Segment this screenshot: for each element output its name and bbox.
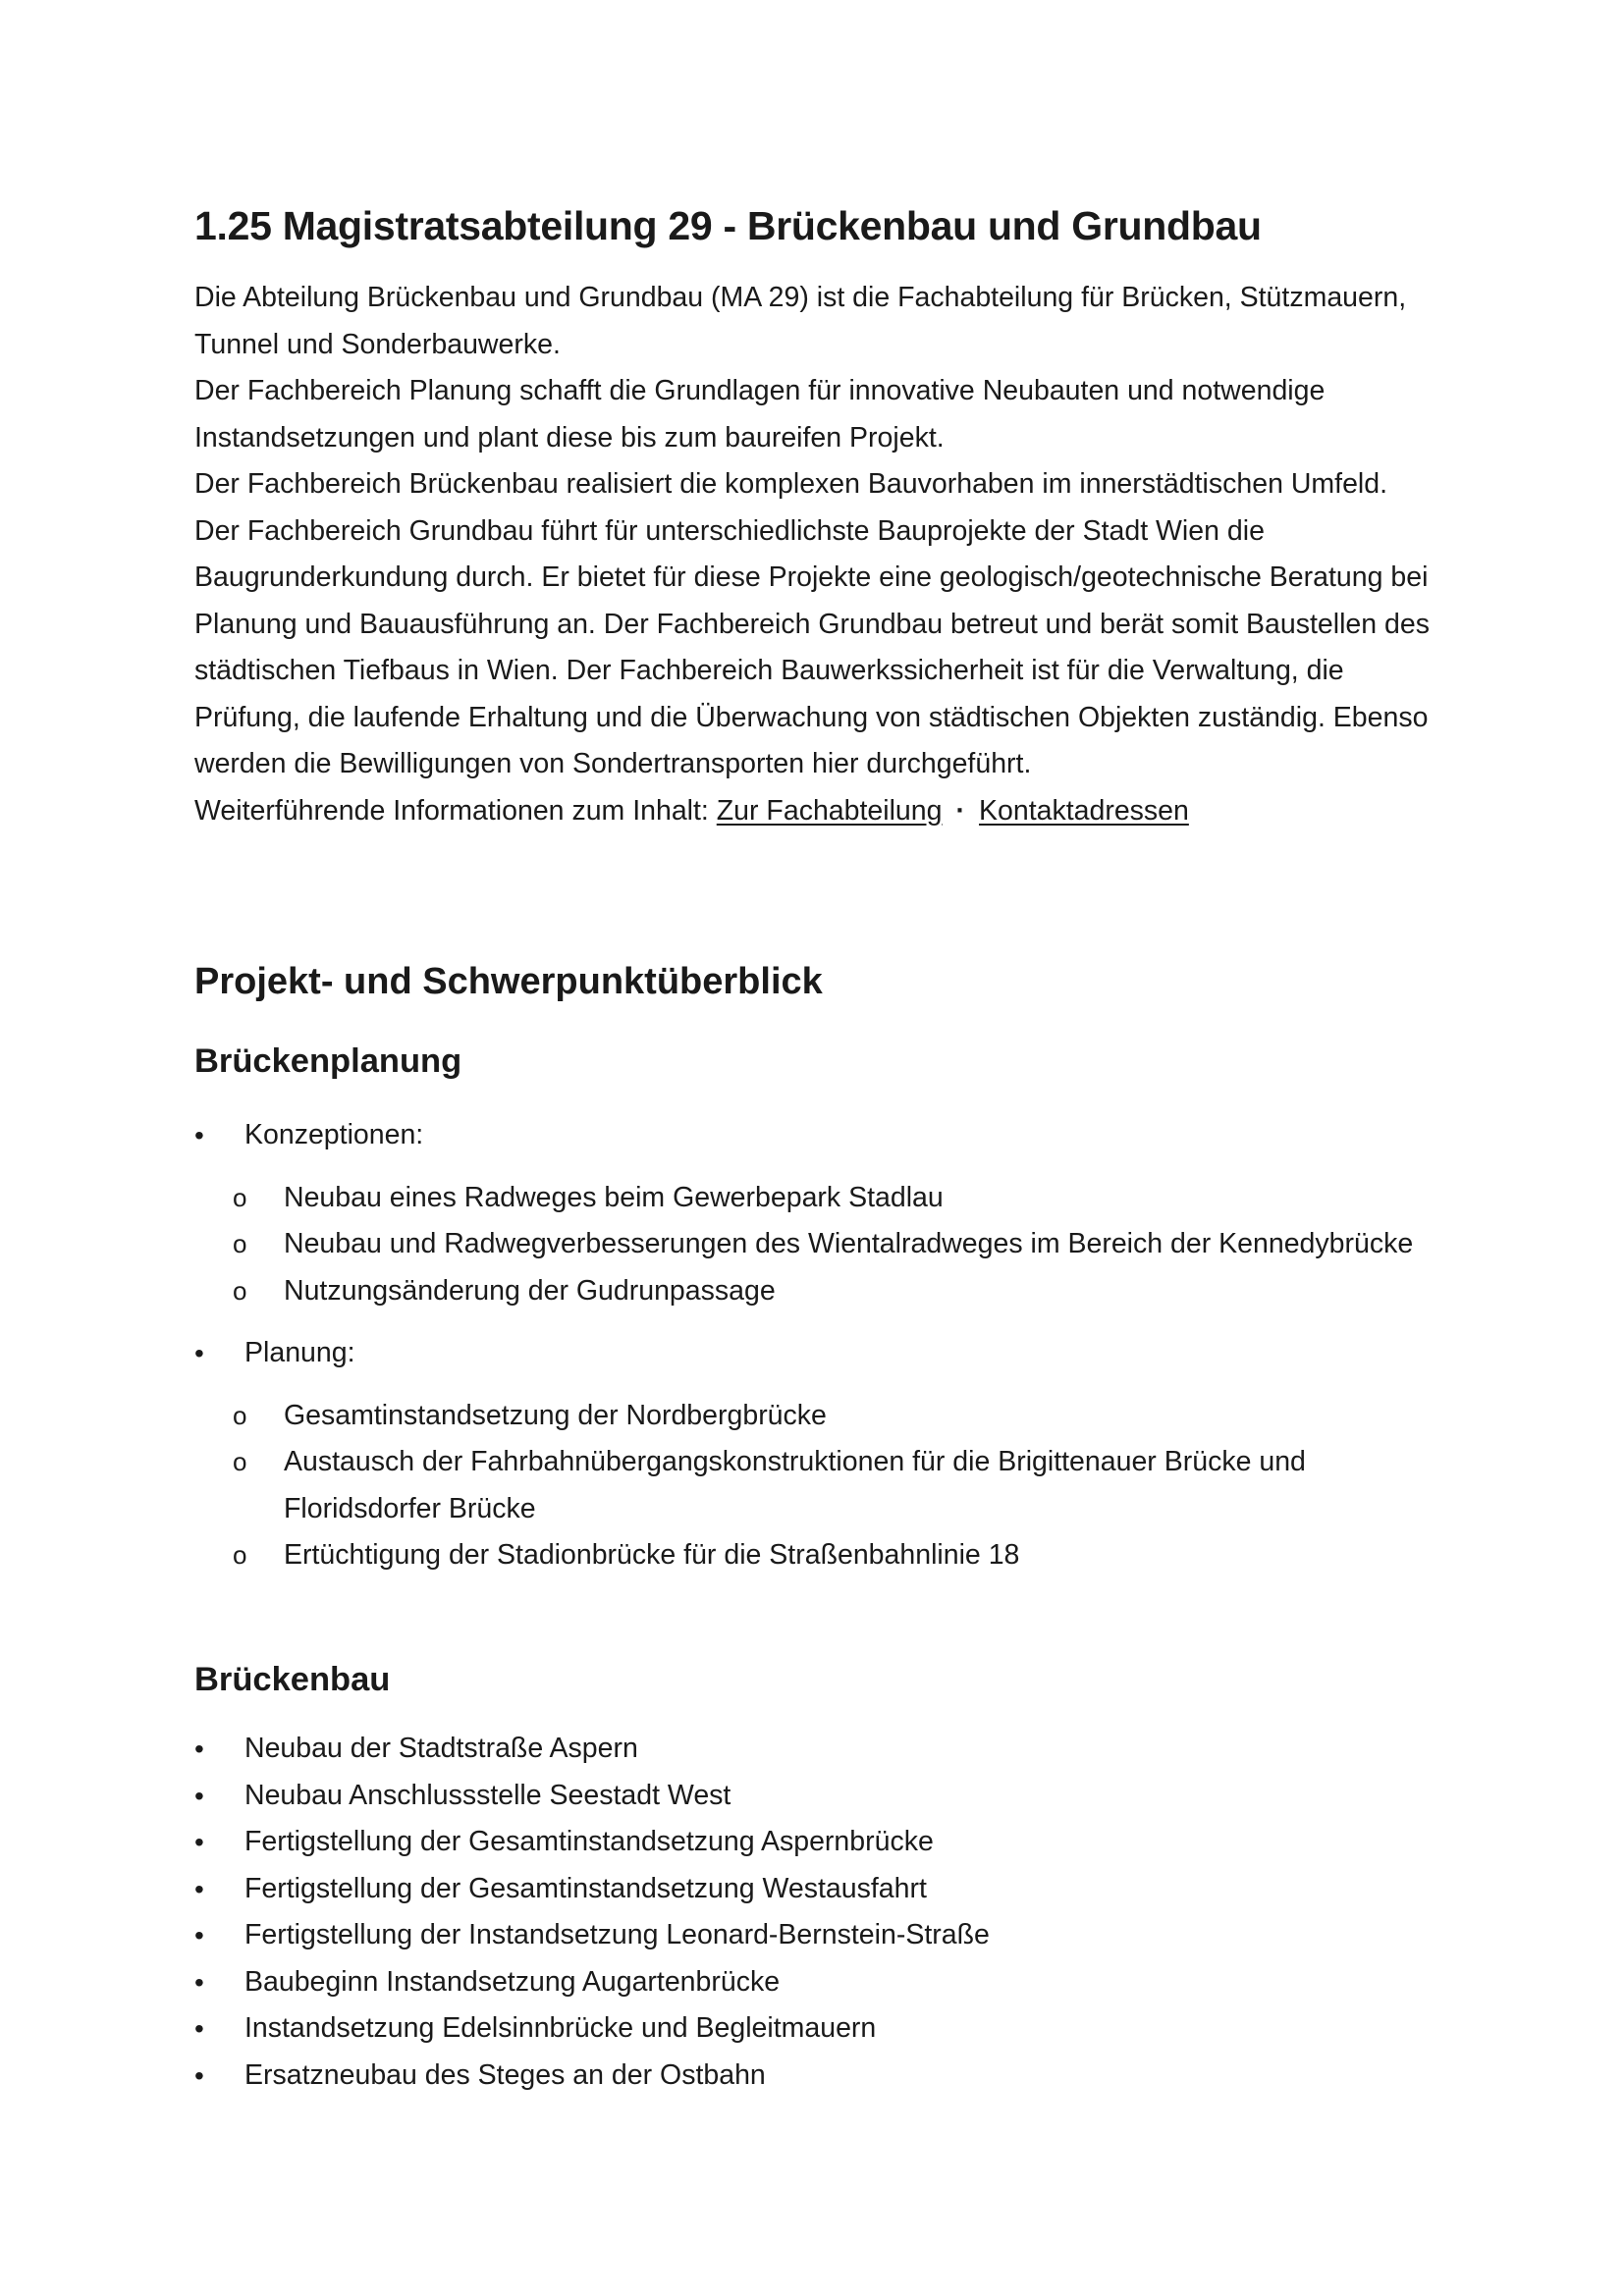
- item-text: Neubau Anschlussstelle Seestadt West: [244, 1779, 731, 1811]
- list-item: [194, 2053, 1441, 2100]
- circle-bullet-icon: o: [233, 1400, 247, 1430]
- sub-list: [194, 1175, 1441, 1315]
- bridge-construction-list: [194, 1726, 1441, 2099]
- intro-paragraph: Die Abteilung Brückenbau und Grundbau (MA 29) ist die Fachabteilung für Brücken, Stützmauern, Tunnel und Sonderbauwerke.: [194, 282, 1407, 360]
- sub-item-text: Nutzungsänderung der Gudrunpassage: [284, 1274, 776, 1307]
- bullet-icon: •: [194, 1966, 204, 1998]
- circle-bullet-icon: o: [233, 1182, 247, 1212]
- sub-item-text: Neubau eines Radweges beim Gewerbepark Stadlau: [284, 1181, 944, 1213]
- list-item: [194, 1959, 1441, 2006]
- sub-item-text: Gesamtinstandsetzung der Nordbergbrücke: [284, 1399, 827, 1431]
- info-line-prefix: Weiterführende Informationen zum Inhalt:: [194, 794, 709, 827]
- list-item: [194, 1773, 1441, 1820]
- sub-item-text: Ertüchtigung der Stadionbrücke für die Straßenbahnlinie 18: [284, 1539, 1020, 1571]
- bullet-icon: •: [194, 1120, 204, 1150]
- item-text: Fertigstellung der Gesamtinstandsetzung Westausfahrt: [244, 1872, 927, 1904]
- bridge-construction-heading: Brückenbau: [194, 1661, 391, 1698]
- list-item: [194, 1112, 1441, 1159]
- sub-list-item: [194, 1175, 1441, 1222]
- bullet-icon: •: [194, 1734, 204, 1764]
- list-item: [194, 2005, 1441, 2053]
- sub-list-item: [194, 1439, 1441, 1532]
- circle-bullet-icon: o: [233, 1275, 247, 1306]
- bridge-planning-heading: Brückenplanung: [194, 1042, 462, 1080]
- sub-item-text: Austausch der Fahrbahnübergangskonstruktionen für die Brigittenauer Brücke und Floridsdorfer Brücke: [284, 1446, 1306, 1524]
- item-text: Ersatzneubau des Steges an der Ostbahn: [244, 2058, 766, 2091]
- section-heading: Projekt- und Schwerpunktüberblick: [194, 961, 823, 1002]
- sub-list-item: [194, 1532, 1441, 1579]
- group-label: Konzeptionen:: [244, 1119, 424, 1150]
- list-item: [194, 1912, 1441, 1959]
- group-label: Planung:: [244, 1337, 355, 1368]
- circle-bullet-icon: o: [233, 1540, 247, 1570]
- intro-text: [194, 275, 1441, 834]
- list-item: [194, 1726, 1441, 1773]
- sub-list-item: [194, 1221, 1441, 1268]
- sub-list-item: [194, 1268, 1441, 1315]
- link-separator: ·: [955, 794, 965, 827]
- circle-bullet-icon: o: [233, 1229, 247, 1258]
- bullet-icon: •: [194, 1780, 204, 1811]
- list-item: [194, 1866, 1441, 1913]
- list-item: [194, 1819, 1441, 1866]
- bullet-icon: •: [194, 1827, 204, 1857]
- item-text: Fertigstellung der Instandsetzung Leonard-Bernstein-Straße: [244, 1919, 990, 1950]
- bullet-icon: •: [194, 1920, 204, 1950]
- sub-list-item: [194, 1393, 1441, 1440]
- intro-paragraph: Der Fachbereich Brückenbau realisiert die komplexen Bauvorhaben im innerstädtischen Umfeld.: [194, 468, 1388, 500]
- bullet-icon: •: [194, 2013, 204, 2044]
- info-line: [194, 788, 1441, 835]
- bullet-icon: •: [194, 2059, 204, 2091]
- item-text: Baubeginn Instandsetzung Augartenbrücke: [244, 1965, 781, 1998]
- page-title: 1.25 Magistratsabteilung 29 - Brückenbau und Grundbau: [194, 203, 1262, 248]
- list-item: [194, 1330, 1441, 1377]
- bullet-icon: •: [194, 1873, 204, 1904]
- kontaktadressen-link[interactable]: Kontaktadressen: [978, 794, 1189, 827]
- item-text: Instandsetzung Edelsinnbrücke und Begleitmauern: [244, 2012, 877, 2044]
- sub-item-text: Neubau und Radwegverbesserungen des Wientalradweges im Bereich der Kennedybrücke: [284, 1228, 1414, 1259]
- item-text: Neubau der Stadtstraße Aspern: [244, 1733, 638, 1764]
- sub-list: [194, 1393, 1441, 1579]
- intro-paragraph: Der Fachbereich Grundbau führt für unterschiedlichste Bauprojekte der Stadt Wien die Baugrunderkundung durch. Er bietet für diese Projekte eine geologisch/geotechnische Beratung bei Planung und Bauausführung an. Der Fachbereich Grundbau betreut und berät somit Baustellen des städtischen Tiefbaus in Wien. Der Fachbereich Bauwerkssicherheit ist für die Verwaltung, die Prüfung, die laufende Erhaltung und die Überwachung von städtischen Objekten zuständig. Ebenso werden die Bewilligungen von Sondertransporten hier durchgeführt.: [194, 514, 1430, 779]
- item-text: Fertigstellung der Gesamtinstandsetzung Aspernbrücke: [244, 1826, 934, 1857]
- intro-paragraph: Der Fachbereich Planung schafft die Grundlagen für innovative Neubauten und notwendige Instandsetzungen und plant diese bis zum baureifen Projekt.: [194, 375, 1326, 454]
- bullet-icon: •: [194, 1338, 204, 1368]
- circle-bullet-icon: o: [233, 1447, 247, 1476]
- bridge-planning-list: [194, 1112, 1441, 1595]
- fachabteilung-link[interactable]: Zur Fachabteilung: [716, 794, 943, 827]
